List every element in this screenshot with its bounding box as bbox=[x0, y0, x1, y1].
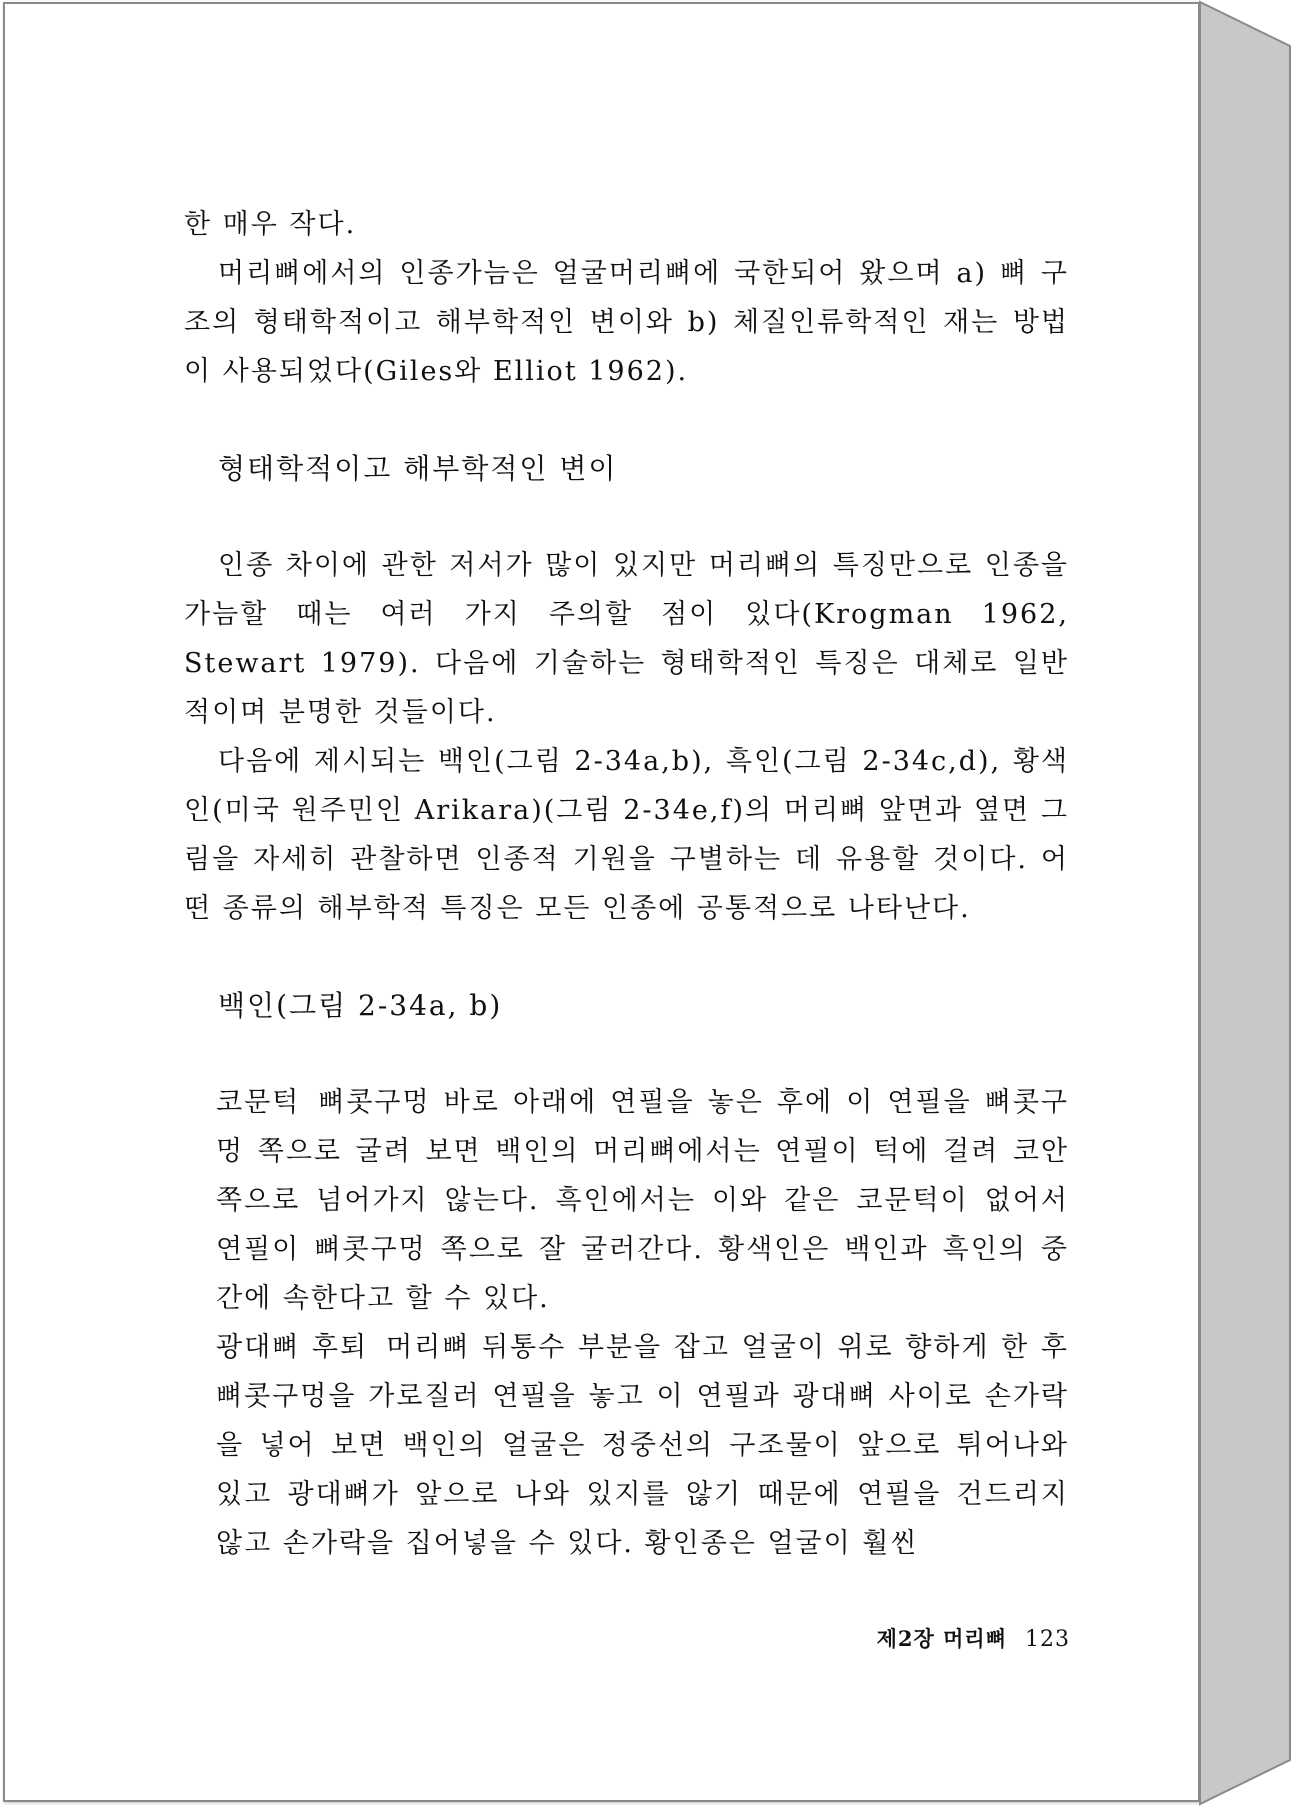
paragraph-race-differences: 인종 차이에 관한 저서가 많이 있지만 머리뼈의 특징만으로 인종을 가늠할 때는 여러 가지 주의할 점이 있다(Krogman 1962, Stewart 1979). 다음에 기술하는 형태학적인 특징은 대체로 일반적이며 분명한 것들이다. bbox=[184, 550, 1069, 728]
section-heading-variation: 형태학적이고 해부학적인 변이 bbox=[218, 452, 618, 485]
term-nasal-sill: 코문턱 bbox=[216, 1087, 301, 1118]
paragraph-figure-reference: 다음에 제시되는 백인(그림 2-34a,b), 흑인(그림 2-34c,d), 황색인(미국 원주민인 Arikara)(그림 2-34e,f)의 머리뼈 앞면과 옆면 그림을 자세히 관찰하면 인종적 기원을 구별하는 데 유용할 것이다. 어떤 종류의 해부학적 특징은 모든 인종에 공통적으로 나타난다. bbox=[184, 746, 1069, 924]
chapter-title: 제2장 머리뼈 bbox=[876, 1626, 1007, 1651]
page-content bbox=[184, 200, 1069, 1568]
term-zygomatic-retreat: 광대뼈 후퇴 bbox=[216, 1332, 369, 1363]
page-number: 123 bbox=[1025, 1627, 1070, 1652]
text-zygomatic-retreat: 머리뼈 뒤통수 부분을 잡고 얼굴이 위로 향하게 한 후 뼈콧구멍을 가로질러 연필을 놓고 이 연필과 광대뼈 사이로 손가락을 넣어 보면 백인의 얼굴은 정중선의 구조물이 앞으로 튀어나와 있고 광대뼈가 앞으로 나와 있지를 않기 때문에 연필을 건드리지 않고 손가락을 집어넣을 수 있다. 황인종은 얼굴이 훨씬 bbox=[216, 1332, 1069, 1559]
item-zygomatic-retreat bbox=[184, 1323, 1069, 1568]
text-nasal-sill: 뼈콧구멍 바로 아래에 연필을 놓은 후에 이 연필을 뼈콧구멍 쪽으로 굴려 보면 백인의 머리뼈에서는 연필이 턱에 걸려 코안쪽으로 넘어가지 않는다. 흑인에서는 이와 같은 코문턱이 없어서 연필이 뼈콧구멍 쪽으로 잘 굴러간다. 황색인은 백인과 흑인의 중간에 속한다고 할 수 있다. bbox=[216, 1087, 1069, 1314]
item-nasal-sill bbox=[184, 1078, 1069, 1323]
paragraph-intro: 머리뼈에서의 인종가늠은 얼굴머리뼈에 국한되어 왔으며 a) 뼈 구조의 형태학적이고 해부학적인 변이와 b) 체질인류학적인 재는 방법이 사용되었다(Giles와 Elliot 1962). bbox=[184, 258, 1069, 387]
page-footer bbox=[700, 1623, 1070, 1653]
section-heading-caucasoid: 백인(그림 2-34a, b) bbox=[218, 989, 503, 1022]
paragraph-continuation: 한 매우 작다. bbox=[184, 209, 357, 240]
